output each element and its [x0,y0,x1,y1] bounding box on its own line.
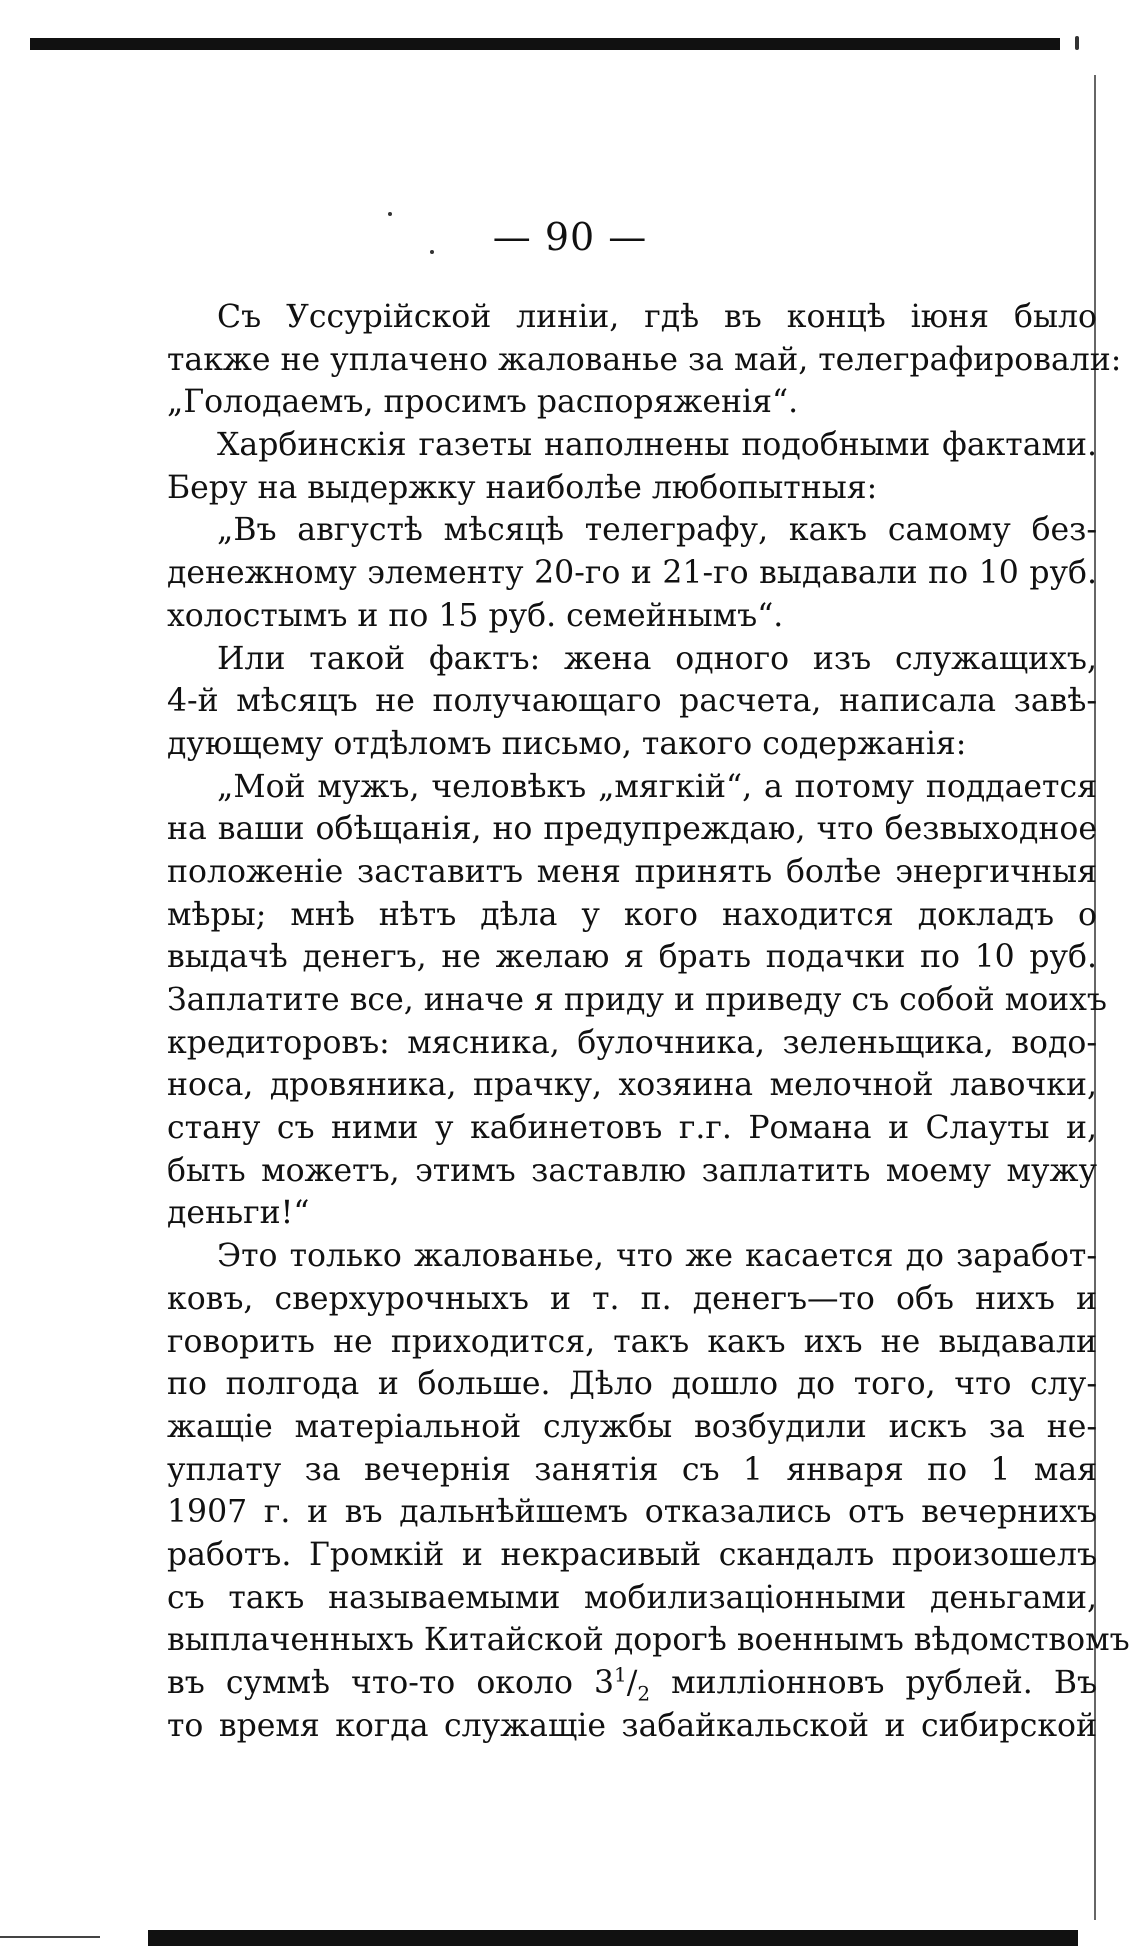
text-line: Заплатите все, иначе я приду и приведу съ собой моихъ [167,982,1107,1018]
text-line: Харбинскiя газеты наполнены подобными фактами. [217,427,1097,464]
text-line: по полгода и больше. Дѣло дошло до того, что слу- [167,1366,1097,1403]
text-line: на ваши обѣщанiя, но предупреждаю, что безвыходное [167,811,1097,848]
page-number: — 90 — [492,215,648,259]
text-line: говорить не приходится, такъ какъ ихъ не выдавали [167,1323,1097,1360]
text-line: Беру на выдержку наиболѣе любопытныя: [167,469,878,506]
body-text [167,296,1130,1747]
text-line: дующему отдѣломъ письмо, такого содержанiя: [167,725,967,762]
text-line: денежному элементу 20-го и 21-го выдавали по 10 руб. [167,555,1097,592]
text-line: уплату за вечернiя занятiя съ 1 января по 1 мая [167,1451,1097,1488]
text-line: работъ. Громкiй и некрасивый скандалъ произошелъ [167,1536,1097,1573]
text-line-fraction: въ суммѣ что-то около $3^1/_2$ миллiонновъ рублей. Въ [167,1662,1098,1706]
text-line: 4-й мѣсяцъ не получающаго расчета, написала завѣ- [167,683,1097,720]
text-line: ковъ, сверхурочныхъ и т. п. денегъ—то объ нихъ и [167,1280,1097,1317]
text-fragment: въ суммѣ что-то около 3 [167,1665,614,1701]
fraction-denominator: 2 [637,1681,651,1706]
text-line: носа, дровяника, прачку, хозяина мелочной лавочки, [167,1067,1097,1104]
text-line: стану съ ними у кабинетовъ г.г. Романа и Слауты и, [167,1110,1097,1147]
text-line: деньги!“ [167,1195,310,1232]
text-line: выдачѣ денегъ, не желаю я брать подачки по 10 руб. [167,939,1097,976]
bottom-left-rule [0,1936,100,1938]
text-line: жащiе матерiальной службы возбудили искъ за не- [167,1408,1097,1445]
text-line: „Въ августѣ мѣсяцѣ телеграфу, какъ самому без- [217,512,1097,549]
text-line: положенiе заставитъ меня принять болѣе энергичныя [167,853,1097,890]
text-line: Съ Уссурiйской линiи, гдѣ въ концѣ iюня было [217,299,1097,335]
text-line: холостымъ и по 15 руб. семейнымъ“. [167,597,784,634]
text-line: Это только жалованье, что же касается до заработ- [217,1238,1097,1275]
bottom-rule [148,1930,1078,1946]
text-line: съ такъ называемыми мобилизацiонными деньгами, [167,1579,1097,1616]
text-line: „Мой мужъ, человѣкъ „мягкiй“, а потому поддается [217,768,1097,805]
text-line: 1907 г. и въ дальнѣйшемъ отказались отъ вечернихъ [167,1494,1097,1531]
text-line: мѣры; мнѣ нѣтъ дѣла у кого находится докладъ о [167,896,1097,933]
fraction-numerator: 1 [614,1662,627,1687]
text-line: быть можетъ, этимъ заставлю заплатить моему мужу [167,1152,1097,1189]
text-line: то время когда служащiе забайкальской и сибирской [167,1707,1097,1744]
text-line: Или такой фактъ: жена одного изъ служащихъ, [217,640,1097,677]
top-rule [30,38,1060,50]
top-rule-mark [1075,36,1079,50]
text-line: также не уплачено жалованье за май, телеграфировали: [167,341,1122,378]
text-line: кредиторовъ: мясника, булочника, зеленьщика, водо- [167,1024,1097,1061]
text-line: „Голодаемъ, просимъ распоряженiя“. [167,384,799,421]
text-line: выплаченныхъ Китайской дорогѣ военнымъ вѣдомствомъ [167,1622,1130,1659]
text-fragment: миллiонновъ рублей. Въ [650,1665,1098,1701]
